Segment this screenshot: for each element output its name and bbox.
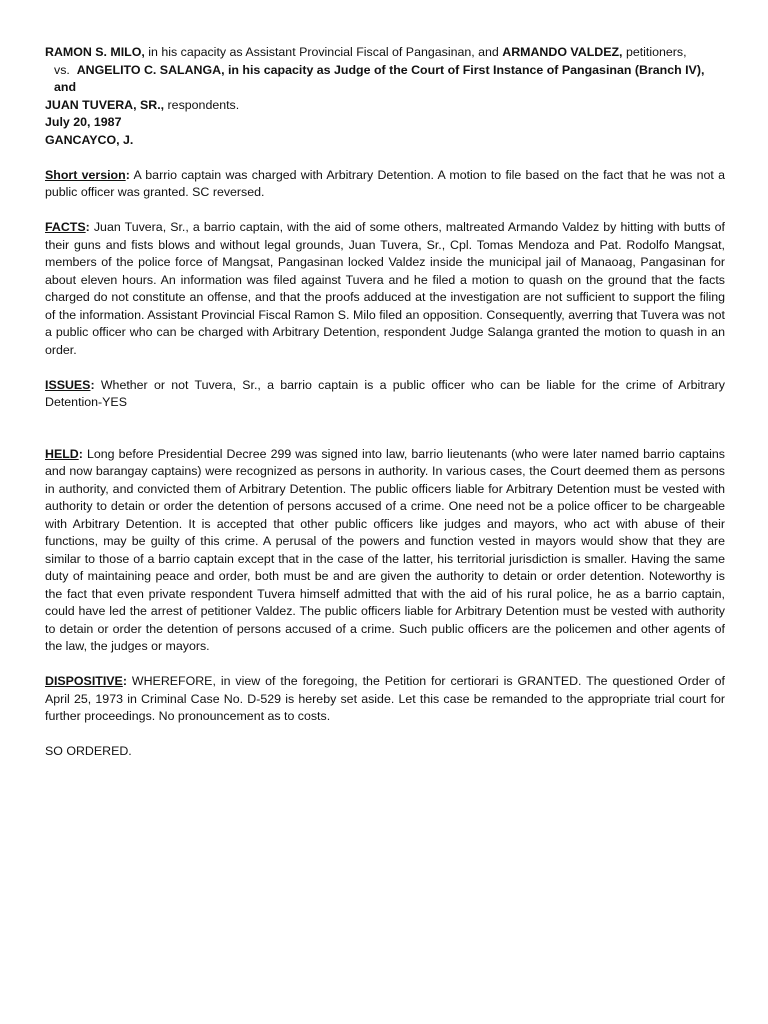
document-page	[45, 44, 725, 778]
issues-section: ISSUES: Whether or not Tuvera, Sr., a barrio captain is a public officer who can be liable for the crime of Arbitrary Detention-YES	[45, 377, 725, 409]
facts-section: FACTS: Juan Tuvera, Sr., a barrio captain, with the aid of some others, maltreated Armando Valdez by hitting with butts of their guns and fists blows and without legal grounds, Juan Tuvera, Sr., Cpl. Tomas Mendoza and Pat. Rodolfo Mangsat, members of the police force of Mangsat, Pangasinan locked Valdez inside the municipal jail of Manaoag, Pangasinan for about eleven hours. An information was filed against Tuvera and he filed a motion to quash on the ground that the facts charged do not constitute an offense, and that the proofs adduced at the investigation are not sufficient to support the filing of the information. Assistant Provincial Fiscal Ramon S. Milo filed an opposition. Consequently, averring that Tuvera was not a public officer who can be charged with Arbitrary Detention, respondent Judge Salanga granted the motion to quash in an order.	[45, 220, 725, 357]
caption-respondent2-line	[45, 97, 725, 115]
petitioners-label: petitioners,	[622, 45, 687, 59]
petitioner-name-2: ARMANDO VALDEZ,	[502, 45, 623, 59]
held-section: HELD: Long before Presidential Decree 299 was signed into law, barrio lieutenants (who were later named barrio captains and now barangay captains) were recognized as persons in authority. In various cases, the Court deemed them as persons in authority, and convicted them of Arbitrary Detention. The public officers liable for Arbitrary Detention must be vested with authority to detain or order the detention of persons accused of a crime. One need not be a police officer to be chargeable with Arbitrary Detention. It is accepted that other public officers like judges and mayors, who act with abuse of their functions, may be guilty of this crime. A perusal of the powers and function vested in mayors would show that they are similar to those of a barrio captain except that in the case of the latter, his territorial jurisdiction is smaller. Having the same duty of maintaining peace and order, both must be and are given the authority to detain or order detention. Noteworthy is the fact that even private respondent Tuvera himself admitted that with the aid of his rural police, he as a barrio captain, could have led the arrest of petitioner Valdez. The public officers liable for Arbitrary Detention must be vested with authority to detain or order the detention of persons accused of a crime. Such public officers are the policemen and other agents of the law, the judges or mayors.	[45, 446, 725, 653]
respondents-label: respondents.	[164, 97, 240, 112]
petitioner-name-1: RAMON S. MILO,	[45, 45, 145, 59]
held-label: HELD	[45, 446, 79, 461]
caption-petitioners-line	[45, 44, 725, 62]
short-version-section: Short version: A barrio captain was charged with Arbitrary Detention. A motion to file based on the fact that he was not a public officer was granted. SC reversed.	[45, 167, 726, 199]
respondent-name-1: ANGELITO C. SALANGA,	[76, 62, 225, 77]
respondent-name-2: JUAN TUVERA, SR.,	[45, 97, 165, 112]
short-version-text: A barrio captain was charged with Arbitrary Detention. A motion to file based on the fact that he was not a public officer was granted. SC reversed.	[45, 167, 726, 199]
held-text: Long before Presidential Decree 299 was signed into law, barrio lieutenants (who were later named barrio captains and now barangay captains) were recognized as persons in authority. In various cases, the Court deemed them as persons in authority, and convicted them of Arbitrary Detention. The public officers liable for Arbitrary Detention must be vested with authority to detain or order the detention of persons accused of a crime. One need not be a police officer to be chargeable with Arbitrary Detention. It is accepted that other public officers like judges and mayors, who act with abuse of their functions, may be guilty of this crime. A perusal of the powers and function vested in mayors would show that they are similar to those of a barrio captain except that in the case of the latter, his territorial jurisdiction is smaller. Having the same duty of maintaining peace and order, both must be and are given the authority to detain or order detention. Noteworthy is the fact that even private respondent Tuvera himself admitted that with the aid of his rural police, he as a barrio captain, could have led the arrest of petitioner Valdez. The public officers liable for Arbitrary Detention must be vested with authority to detain or order the detention of persons accused of a crime. Such public officers are the policemen and other agents of the law, the judges or mayors.	[45, 446, 725, 653]
caption-respondents-line	[45, 62, 725, 97]
petitioner-role-1: in his capacity as Assistant Provincial Fiscal of Pangasinan, and	[144, 45, 503, 59]
closing-line: SO ORDERED.	[45, 744, 132, 758]
respondent-role-1: in his capacity as Judge of the Court of First Instance of Pangasinan (Branch IV), and	[54, 62, 705, 94]
dispositive-text: WHEREFORE, in view of the foregoing, the Petition for certiorari is GRANTED. The questioned Order of April 25, 1973 in Criminal Case No. D-529 is hereby set aside. Let this case be remanded to the appropriate trial court for further proceedings. No pronouncement as to costs.	[45, 674, 725, 723]
decision-date: July 20, 1987	[45, 115, 122, 129]
issues-text: Whether or not Tuvera, Sr., a barrio captain is a public officer who can be liable for the crime of Arbitrary Detention-YES	[45, 377, 725, 409]
dispositive-section: DISPOSITIVE: WHEREFORE, in view of the foregoing, the Petition for certiorari is GRANTED. The questioned Order of April 25, 1973 in Criminal Case No. D-529 is hereby set aside. Let this case be remanded to the appropriate trial court for further proceedings. No pronouncement as to costs.	[45, 674, 725, 723]
facts-text: Juan Tuvera, Sr., a barrio captain, with the aid of some others, maltreated Armando Valdez by hitting with butts of their guns and fists blows and without legal grounds, Juan Tuvera, Sr., Cpl. Tomas Mendoza and Pat. Rodolfo Mangsat, members of the police force of Mangsat, Pangasinan locked Valdez inside the municipal jail of Manaoag, Pangasinan for about eleven hours. An information was filed against Tuvera and he filed a motion to quash on the ground that the facts charged do not constitute an offense, and that the proofs adduced at the investigation are not sufficient to support the filing of the information. Assistant Provincial Fiscal Ramon S. Milo filed an opposition. Consequently, averring that Tuvera was not a public officer who can be charged with Arbitrary Detention, respondent Judge Salanga granted the motion to quash in an order.	[45, 220, 725, 357]
facts-label: FACTS	[45, 220, 86, 234]
issues-label: ISSUES	[45, 377, 91, 392]
case-caption	[45, 44, 725, 149]
short-version-label: Short version	[45, 167, 126, 182]
ponente: GANCAYCO, J.	[45, 132, 134, 147]
dispositive-label: DISPOSITIVE	[45, 674, 123, 688]
versus-label: vs.	[54, 62, 70, 77]
